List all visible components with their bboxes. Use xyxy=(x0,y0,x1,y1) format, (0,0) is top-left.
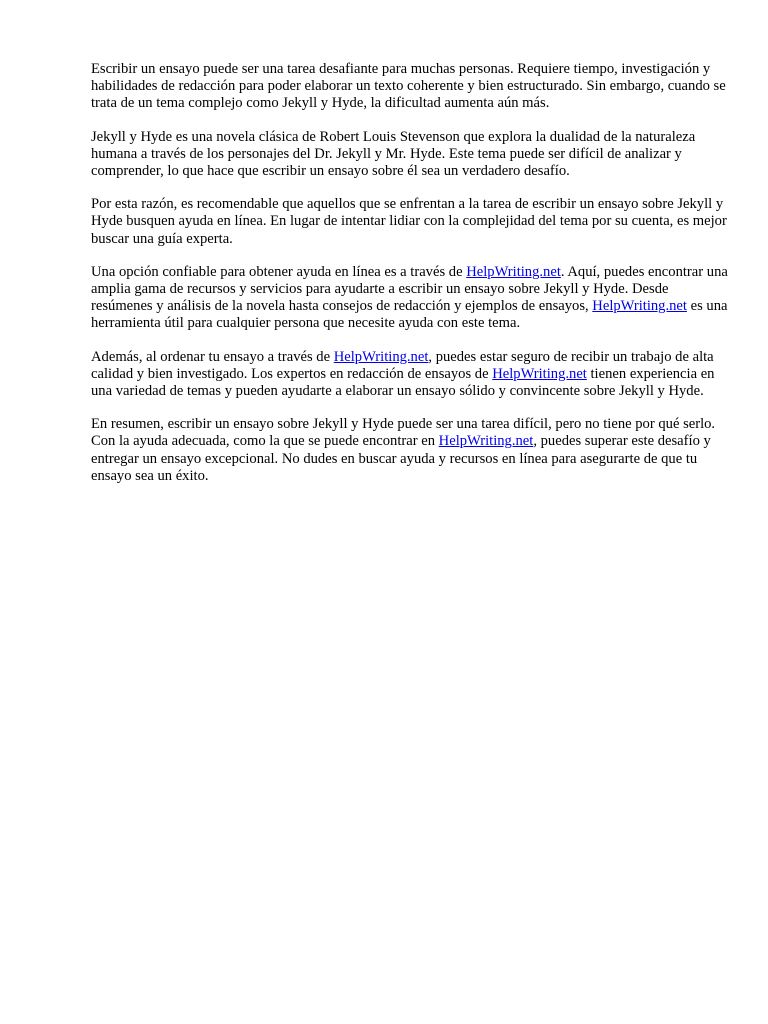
document-body xyxy=(91,61,731,501)
paragraph-intro: Escribir un ensayo puede ser una tarea desafiante para muchas personas. Requiere tiempo, investigación y habilidades de redacción para poder elaborar un texto coherente y bien estructurado. Sin embargo, cuando se trata de un tema complejo como Jekyll y Hyde, la dificultad aumenta aún más. xyxy=(91,61,726,112)
paragraph-novel: Jekyll y Hyde es una novela clásica de Robert Louis Stevenson que explora la dualidad de la naturaleza humana a través de los personajes del Dr. Jekyll y Mr. Hyde. Este tema puede ser difícil de analizar y comprender, lo que hace que escribir un ensayo sobre él sea un verdadero desafío. xyxy=(91,128,696,180)
paragraph-text: tienen experiencia en una variedad de temas y pueden ayudarte a elaborar un ensayo sólido y convincente sobre Jekyll y Hyde. xyxy=(91,365,715,400)
paragraph-text: es una herramienta útil para cualquier persona que necesite ayuda con este tema. xyxy=(91,298,728,332)
helpwriting-link[interactable]: HelpWriting.net xyxy=(333,348,429,365)
helpwriting-link[interactable]: HelpWriting.net xyxy=(466,263,561,280)
paragraph-recommendation: Por esta razón, es recomendable que aquellos que se enfrentan a la tarea de escribir un ensayo sobre Jekyll y Hyde busquen ayuda en línea. En lugar de intentar lidiar con la complejidad del tema por su cuenta, es mejor buscar una guía experta. xyxy=(91,196,727,247)
paragraph-summary xyxy=(91,416,731,485)
helpwriting-link[interactable]: HelpWriting.net xyxy=(592,298,687,315)
paragraph-ordering xyxy=(91,349,731,401)
paragraph-option xyxy=(91,264,731,333)
paragraph-text: , puedes estar seguro de recibir un trabajo de alta calidad y bien investigado. Los expertos en redacción de ensayos de xyxy=(91,348,714,382)
helpwriting-link[interactable]: HelpWriting.net xyxy=(438,433,534,450)
helpwriting-link[interactable]: HelpWriting.net xyxy=(492,365,587,382)
paragraph-text: En resumen, escribir un ensayo sobre Jekyll y Hyde puede ser una tarea difícil, pero no tiene por qué serlo. Con la ayuda adecuada, como la que se puede encontrar en xyxy=(91,416,716,450)
paragraph-text: Además, al ordenar tu ensayo a través de xyxy=(91,348,334,365)
paragraph-text: Una opción confiable para obtener ayuda en línea es a través de xyxy=(91,263,467,280)
paragraph-text: , puedes superar este desafío y entregar un ensayo excepcional. No dudes en buscar ayuda y recursos en línea para asegurarte de que tu ensayo sea un éxito. xyxy=(91,433,711,484)
paragraph-text: . Aquí, puedes encontrar una amplia gama de recursos y servicios para ayudarte a escribir un ensayo sobre Jekyll y Hyde. Desde resúmenes y análisis de la novela hasta consejos de redacción y ejemplos de ensayos, xyxy=(91,263,728,315)
